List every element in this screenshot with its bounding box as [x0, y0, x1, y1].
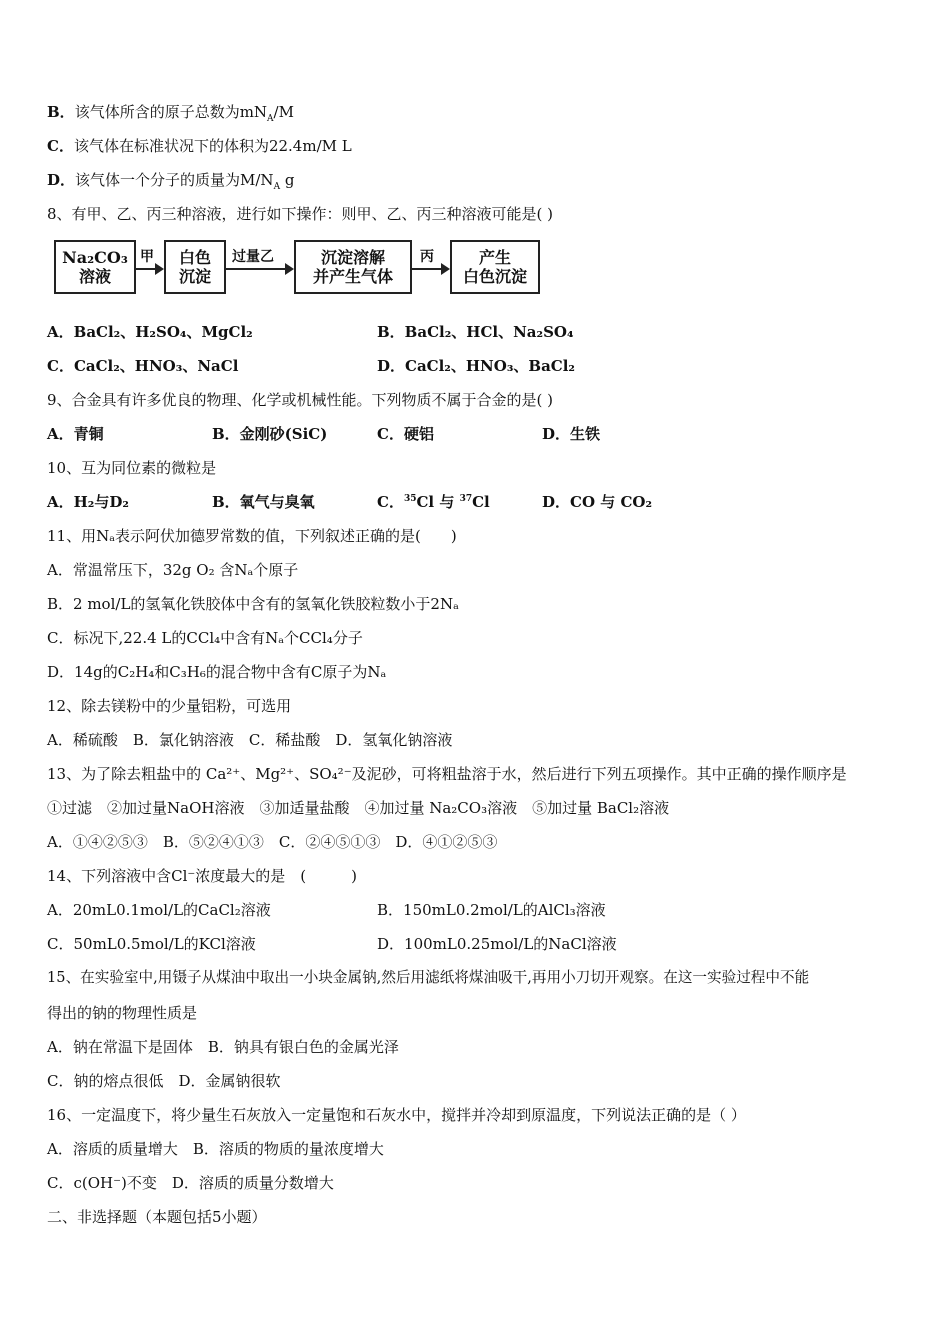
q11-option-d: D．14g的C₂H₄和C₃H₆的混合物中含有C原子为Nₐ: [47, 663, 387, 681]
q10-option-d: D．CO 与 CO₂: [542, 493, 653, 511]
flow-arrow-3-label: 丙: [420, 249, 434, 265]
q9-option-c: C．硬铝: [377, 425, 434, 443]
q8-option-b: B．BaCl₂、HCl、Na₂SO₄: [377, 323, 574, 341]
q14-option-a: A．20mL0.1mol/L的CaCl₂溶液: [47, 901, 271, 919]
section-2-heading: 二、非选择题（本题包括5小题）: [47, 1208, 267, 1226]
q10-stem: 10、互为同位素的微粒是: [47, 459, 217, 477]
q14-option-d: D．100mL0.25mol/L的NaCl溶液: [377, 935, 617, 953]
q7-option-d: D．该气体一个分子的质量为$M/N_A$ g: [47, 171, 295, 192]
q10-option-b: B．氧气与臭氧: [212, 493, 315, 511]
q11-option-a: A．常温常压下，32g O₂ 含Nₐ个原子: [47, 561, 299, 579]
q15-stem-line2: 得出的钠的物理性质是: [47, 1004, 198, 1022]
q16-options-line1: A．溶质的质量增大 B．溶质的物质的量浓度增大: [47, 1140, 384, 1158]
q15-stem-line1: 15、在实验室中,用镊子从煤油中取出一小块金属钠,然后用滤纸将煤油吸干,再用小刀切开观察。在这一实验过程中不能: [47, 969, 810, 986]
q16-options-line2: C．c(OH⁻)不变 D．溶质的质量分数增大: [47, 1174, 334, 1192]
q10-option-a: A．H₂与D₂: [47, 493, 129, 511]
q12-stem: 12、除去镁粉中的少量铝粉，可选用: [47, 697, 292, 715]
q14-option-b: B．150mL0.2mol/L的AlCl₃溶液: [377, 901, 606, 919]
q15-options-line2: C．钠的熔点很低 D．金属钠很软: [47, 1072, 281, 1090]
q15-options-line1: A．钠在常温下是固体 B．钠具有银白色的金属光泽: [47, 1038, 399, 1056]
q9-stem: 9、合金具有许多优良的物理、化学或机械性能。下列物质不属于合金的是( ): [47, 391, 554, 409]
flow-arrow-1: [136, 268, 162, 270]
flow-box-dissolve-gas: 沉淀溶解 并产生气体: [294, 240, 412, 294]
q8-option-d: D．CaCl₂、HNO₃、BaCl₂: [377, 357, 575, 375]
flow-arrow-2-label: 过量乙: [232, 249, 274, 265]
q14-stem: 14、下列溶液中含Cl⁻浓度最大的是 ( ): [47, 867, 357, 885]
flow-box-produce-precipitate: 产生 白色沉淀: [450, 240, 540, 294]
q7-option-c: C．该气体在标准状况下的体积为22.4m/M L: [47, 137, 352, 155]
q7-option-b: B．该气体所含的原子总数为$mN_A/M$: [47, 103, 294, 124]
q8-stem: 8、有甲、乙、丙三种溶液，进行如下操作：则甲、乙、丙三种溶液可能是( ): [47, 205, 554, 223]
q9-option-b: B．金刚砂(SiC): [212, 425, 328, 443]
q10-option-c: C．$^{35}$Cl 与 $^{37}$Cl: [377, 493, 490, 511]
q11-option-c: C．标况下,22.4 L的CCl₄中含有Nₐ个CCl₄分子: [47, 629, 363, 647]
q9-option-a: A．青铜: [47, 425, 104, 443]
flow-box-na2co3: Na₂CO₃ 溶液: [54, 240, 136, 294]
q13-operations: ①过滤 ②加过量NaOH溶液 ③加适量盐酸 ④加过量 Na₂CO₃溶液 ⑤加过量 BaCl₂溶液: [47, 799, 670, 817]
q8-option-c: C．CaCl₂、HNO₃、NaCl: [47, 357, 239, 375]
flow-arrow-3: [412, 268, 448, 270]
q11-option-b: B．2 mol/L的氢氧化铁胶体中含有的氢氧化铁胶粒数小于2Nₐ: [47, 595, 459, 613]
q8-option-a: A．BaCl₂、H₂SO₄、MgCl₂: [47, 323, 253, 341]
q13-options: A．①④②⑤③ B．⑤②④①③ C．②④⑤①③ D．④①②⑤③: [47, 833, 498, 851]
q9-option-d: D．生铁: [542, 425, 601, 443]
flow-arrow-2: [226, 268, 292, 270]
flow-arrow-1-label: 甲: [140, 249, 154, 265]
q13-stem: 13、为了除去粗盐中的 Ca²⁺、Mg²⁺、SO₄²⁻及泥砂，可将粗盐溶于水，然后进行下列五项操作。其中正确的操作顺序是: [47, 765, 847, 783]
flow-box-white-precipitate: 白色 沉淀: [164, 240, 226, 294]
q14-option-c: C．50mL0.5mol/L的KCl溶液: [47, 935, 256, 953]
q11-stem: 11、用Nₐ表示阿伏加德罗常数的值，下列叙述正确的是( ): [47, 527, 457, 545]
q16-stem: 16、一定温度下，将少量生石灰放入一定量饱和石灰水中，搅拌并冷却到原温度，下列说法正确的是（ ）: [47, 1106, 746, 1124]
q12-options: A．稀硫酸 B．氯化钠溶液 C．稀盐酸 D．氢氧化钠溶液: [47, 731, 453, 749]
